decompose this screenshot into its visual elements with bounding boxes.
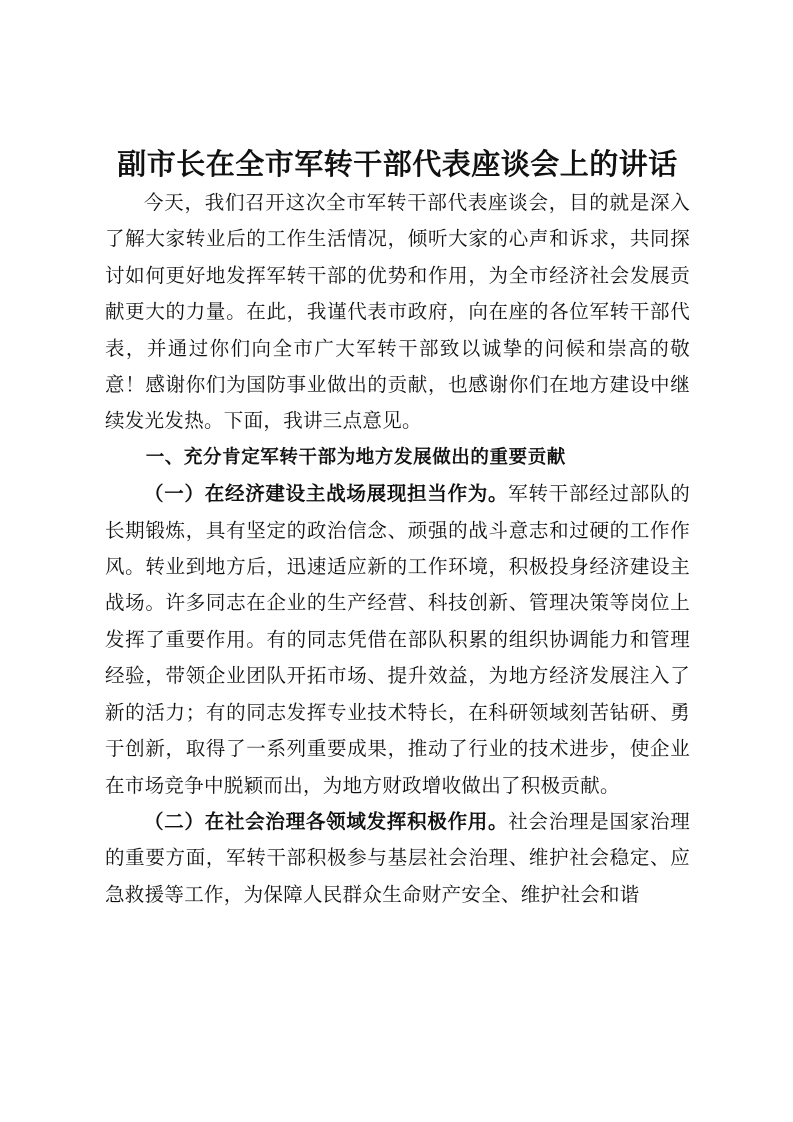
- paragraph-item-2: [105, 804, 690, 913]
- document-body: [105, 143, 690, 913]
- subheading-1: （一）在经济建设主战场展现担当作为。: [144, 482, 509, 506]
- document-title: 副市长在全市军转干部代表座谈会上的讲话: [117, 147, 678, 181]
- paragraph-item-1: [105, 476, 690, 804]
- paragraph-item-2-body: 社会治理是国家治理的重要方面，军转干部积极参与基层社会治理、维护社会稳定、应急救援等工作，为保障人民群众生命财产安全、维护社会和谐: [105, 809, 691, 906]
- subheading-2: （二）在社会治理各领域发挥积极作用。: [144, 809, 509, 833]
- paragraph-item-1-body: 军转干部经过部队的长期锻炼，具有坚定的政治信念、顽强的战斗意志和过硬的工作作风。转业到地方后，迅速适应新的工作环境，积极投身经济建设主战场。许多同志在企业的生产经营、科技创新、管理决策等岗位上发挥了重要作用。有的同志凭借在部队积累的组织协调能力和管理经验，带领企业团队开拓市场、提升效益，为地方经济发展注入了新的活力；有的同志发挥专业技术特长，在科研领域刻苦钻研、勇于创新，取得了一系列重要成果，推动了行业的技术进步，使企业在市场竞争中脱颖而出，为地方财政增收做出了积极贡献。: [105, 482, 691, 797]
- intro-paragraph: 今天，我们召开这次全市军转干部代表座谈会，目的就是深入了解大家转业后的工作生活情况，倾听大家的心声和诉求，共同探讨如何更好地发挥军转干部的优势和作用，为全市经济社会发展贡献更大的力量。在此，我谨代表市政府，向在座的各位军转干部代表，并通过你们向全市广大军转干部致以诚挚的问候和崇高的敬意！感谢你们为国防事业做出的贡献，也感谢你们在地方建设中继续发光发热。下面，我讲三点意见。: [105, 191, 690, 433]
- section-heading-1: 一、充分肯定军转干部为地方发展做出的重要贡献: [145, 446, 566, 468]
